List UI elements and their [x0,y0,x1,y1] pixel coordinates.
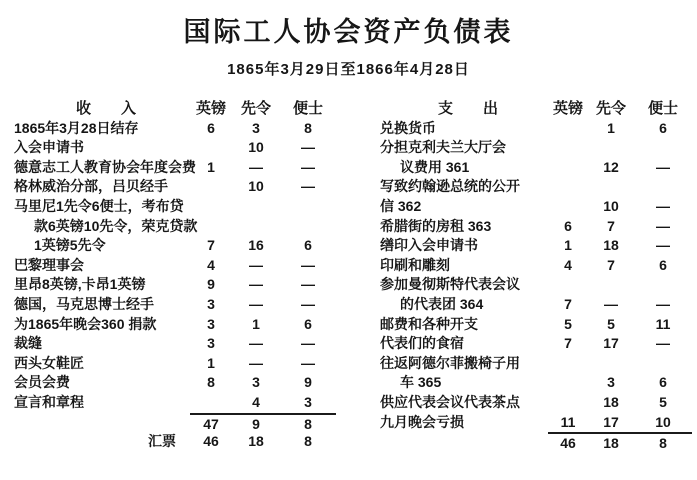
item-label: 缮印入会申请书 [380,237,478,254]
shillings-value: 18 [603,393,619,410]
pounds-value: 9 [207,276,215,293]
pence-value: — [301,158,315,175]
pounds-value: 47 [190,413,232,433]
shillings-value: — [249,354,263,371]
item-label: 信 362 [380,197,422,214]
item-label: 参加曼彻斯特代表会议 [380,276,520,293]
pence-value: 11 [655,315,671,332]
pounds-value: 4 [564,256,572,273]
shillings-value [232,197,280,217]
pounds-value: 6 [564,217,572,234]
item-label: 代表们的食宿 [380,335,464,352]
pence-value: — [656,197,670,214]
shillings-value: 12 [603,158,619,175]
shillings-value: — [249,256,263,273]
pence-value: — [301,354,315,371]
item-label [372,432,548,452]
pence-value: 8 [634,432,692,452]
pounds-value [190,217,232,237]
pounds-value: 11 [560,413,576,430]
shillings-value: 1 [252,315,260,332]
pounds-value [190,197,232,217]
pence-value [634,275,692,295]
pounds-value [548,138,588,158]
pence-value: 3 [304,393,312,410]
shillings-value [588,275,634,295]
pence-value: 8 [304,119,312,136]
pence-value: 6 [659,256,667,273]
shillings-value: — [604,295,618,312]
pounds-value: 6 [207,119,215,136]
shillings-value: — [249,295,263,312]
pounds-value [548,177,588,197]
shillings-value: 18 [603,237,619,254]
shillings-value: 3 [252,374,260,391]
pence-value: 6 [304,315,312,332]
item-label: 议费用 361 [400,158,470,175]
shillings-value [232,217,280,237]
item-label: 兑换货币 [380,119,436,136]
pounds-value: 46 [548,432,588,452]
shillings-value: 18 [588,432,634,452]
item-label: 汇票 [148,433,176,450]
pence-value: 6 [304,237,312,254]
shillings-column-header: 先令 [240,100,271,117]
pounds-value [190,177,232,197]
item-label: 会员会费 [14,374,70,391]
pence-column-header: 便士 [292,100,323,117]
pence-value: — [301,256,315,273]
pounds-column-header: 英镑 [552,100,583,117]
pence-value: 6 [659,374,667,391]
pounds-value: 1 [564,237,572,254]
pence-value: — [656,237,670,254]
item-label: 裁缝 [14,335,42,352]
shillings-value: 10 [248,139,264,156]
pounds-value: 7 [207,237,215,254]
item-label: 希腊街的房租 363 [380,217,492,234]
item-label: 格林威治分部，吕贝经手 [14,178,168,195]
pence-value: — [656,295,670,312]
pence-value: — [656,158,670,175]
shillings-value: 9 [232,413,280,433]
pounds-value: 1 [207,354,215,371]
expense-section-header: 支 出 [437,100,498,117]
shillings-value: 5 [607,315,615,332]
pence-value: — [301,139,315,156]
expense-table [372,99,692,452]
pounds-value: 5 [564,315,572,332]
pounds-value: 4 [207,256,215,273]
pounds-value [548,158,588,178]
pence-value: 5 [659,393,667,410]
item-label: 款6英镑10先令，荣克贷款 [34,217,198,234]
pence-value: — [301,178,315,195]
pence-value: — [656,217,670,234]
pounds-value: 7 [564,295,572,312]
item-label: 车 365 [400,374,442,391]
shillings-value: 17 [603,335,619,352]
pounds-value [548,275,588,295]
pence-value [280,197,336,217]
item-label: 西头女鞋匠 [14,354,84,371]
shillings-value: — [249,335,263,352]
item-label [6,413,190,433]
page-title: 国际工人协会资产负债表 [183,17,514,47]
pence-value [634,138,692,158]
pounds-value: 1 [207,158,215,175]
pence-value: 8 [304,433,312,450]
pence-value [634,354,692,374]
income-section-header: 收 入 [75,100,136,117]
shillings-value: 10 [248,178,264,195]
shillings-value: 1 [607,119,615,136]
pounds-value: 8 [207,374,215,391]
item-label: 德国，马克思博士经手 [14,295,154,312]
item-label: 1865年3月28日结存 [14,119,139,136]
item-label: 印刷和雕刻 [380,256,450,273]
shillings-value: 10 [603,197,619,214]
pounds-value: 3 [207,335,215,352]
pence-value: 9 [304,374,312,391]
pounds-column-header: 英镑 [195,100,226,117]
item-label: 巴黎理事会 [14,256,84,273]
item-label: 1英镑5先令 [34,237,106,254]
pounds-value [548,119,588,139]
item-label: 往返阿德尔菲搬椅子用 [380,354,520,371]
shillings-value: 16 [248,237,264,254]
shillings-value: 3 [607,374,615,391]
item-label: 为1865年晚会360 捐款 [14,315,157,332]
item-label: 的代表团 364 [400,295,484,312]
shillings-value: — [249,158,263,175]
shillings-column-header: 先令 [595,100,626,117]
shillings-value [588,354,634,374]
shillings-value: 7 [607,256,615,273]
pounds-value [548,393,588,413]
shillings-value [588,138,634,158]
shillings-value: 4 [252,393,260,410]
shillings-value: 18 [248,433,264,450]
item-label: 宣言和章程 [14,393,84,410]
pounds-value: 3 [207,295,215,312]
pounds-value [548,373,588,393]
item-label: 九月晚会亏损 [380,413,464,430]
pence-value [634,177,692,197]
pounds-value [548,354,588,374]
pence-value: — [656,335,670,352]
shillings-value [588,177,634,197]
pence-value: — [301,295,315,312]
item-label: 马里尼1先令6便士，考布贷 [14,197,184,214]
shillings-value: 3 [252,119,260,136]
item-label: 写致约翰逊总统的公开 [380,178,520,195]
pounds-value: 46 [203,433,219,450]
pounds-value: 3 [207,315,215,332]
shillings-value: 7 [607,217,615,234]
shillings-value: — [249,276,263,293]
shillings-value: 17 [603,413,619,430]
pence-column-header: 便士 [647,100,678,117]
pence-value: — [301,276,315,293]
pounds-value [548,197,588,217]
pounds-value [190,138,232,158]
income-table [6,99,336,452]
pence-value: 10 [655,413,671,430]
pounds-value [190,393,232,413]
item-label: 德意志工人教育协会年度会费 [14,158,196,175]
item-label: 分担克利夫兰大厅会 [380,139,506,156]
item-label: 入会申请书 [14,139,84,156]
item-label: 里昂8英镑,卡昂1英镑 [14,276,146,293]
date-range-subtitle: 1865年3月29日至1866年4月28日 [227,61,470,78]
pounds-value: 7 [564,335,572,352]
pence-value: — [301,335,315,352]
pence-value: 6 [659,119,667,136]
item-label: 邮费和各种开支 [380,315,478,332]
pence-value: 8 [280,413,336,433]
pence-value [280,217,336,237]
item-label: 供应代表会议代表茶点 [380,393,520,410]
